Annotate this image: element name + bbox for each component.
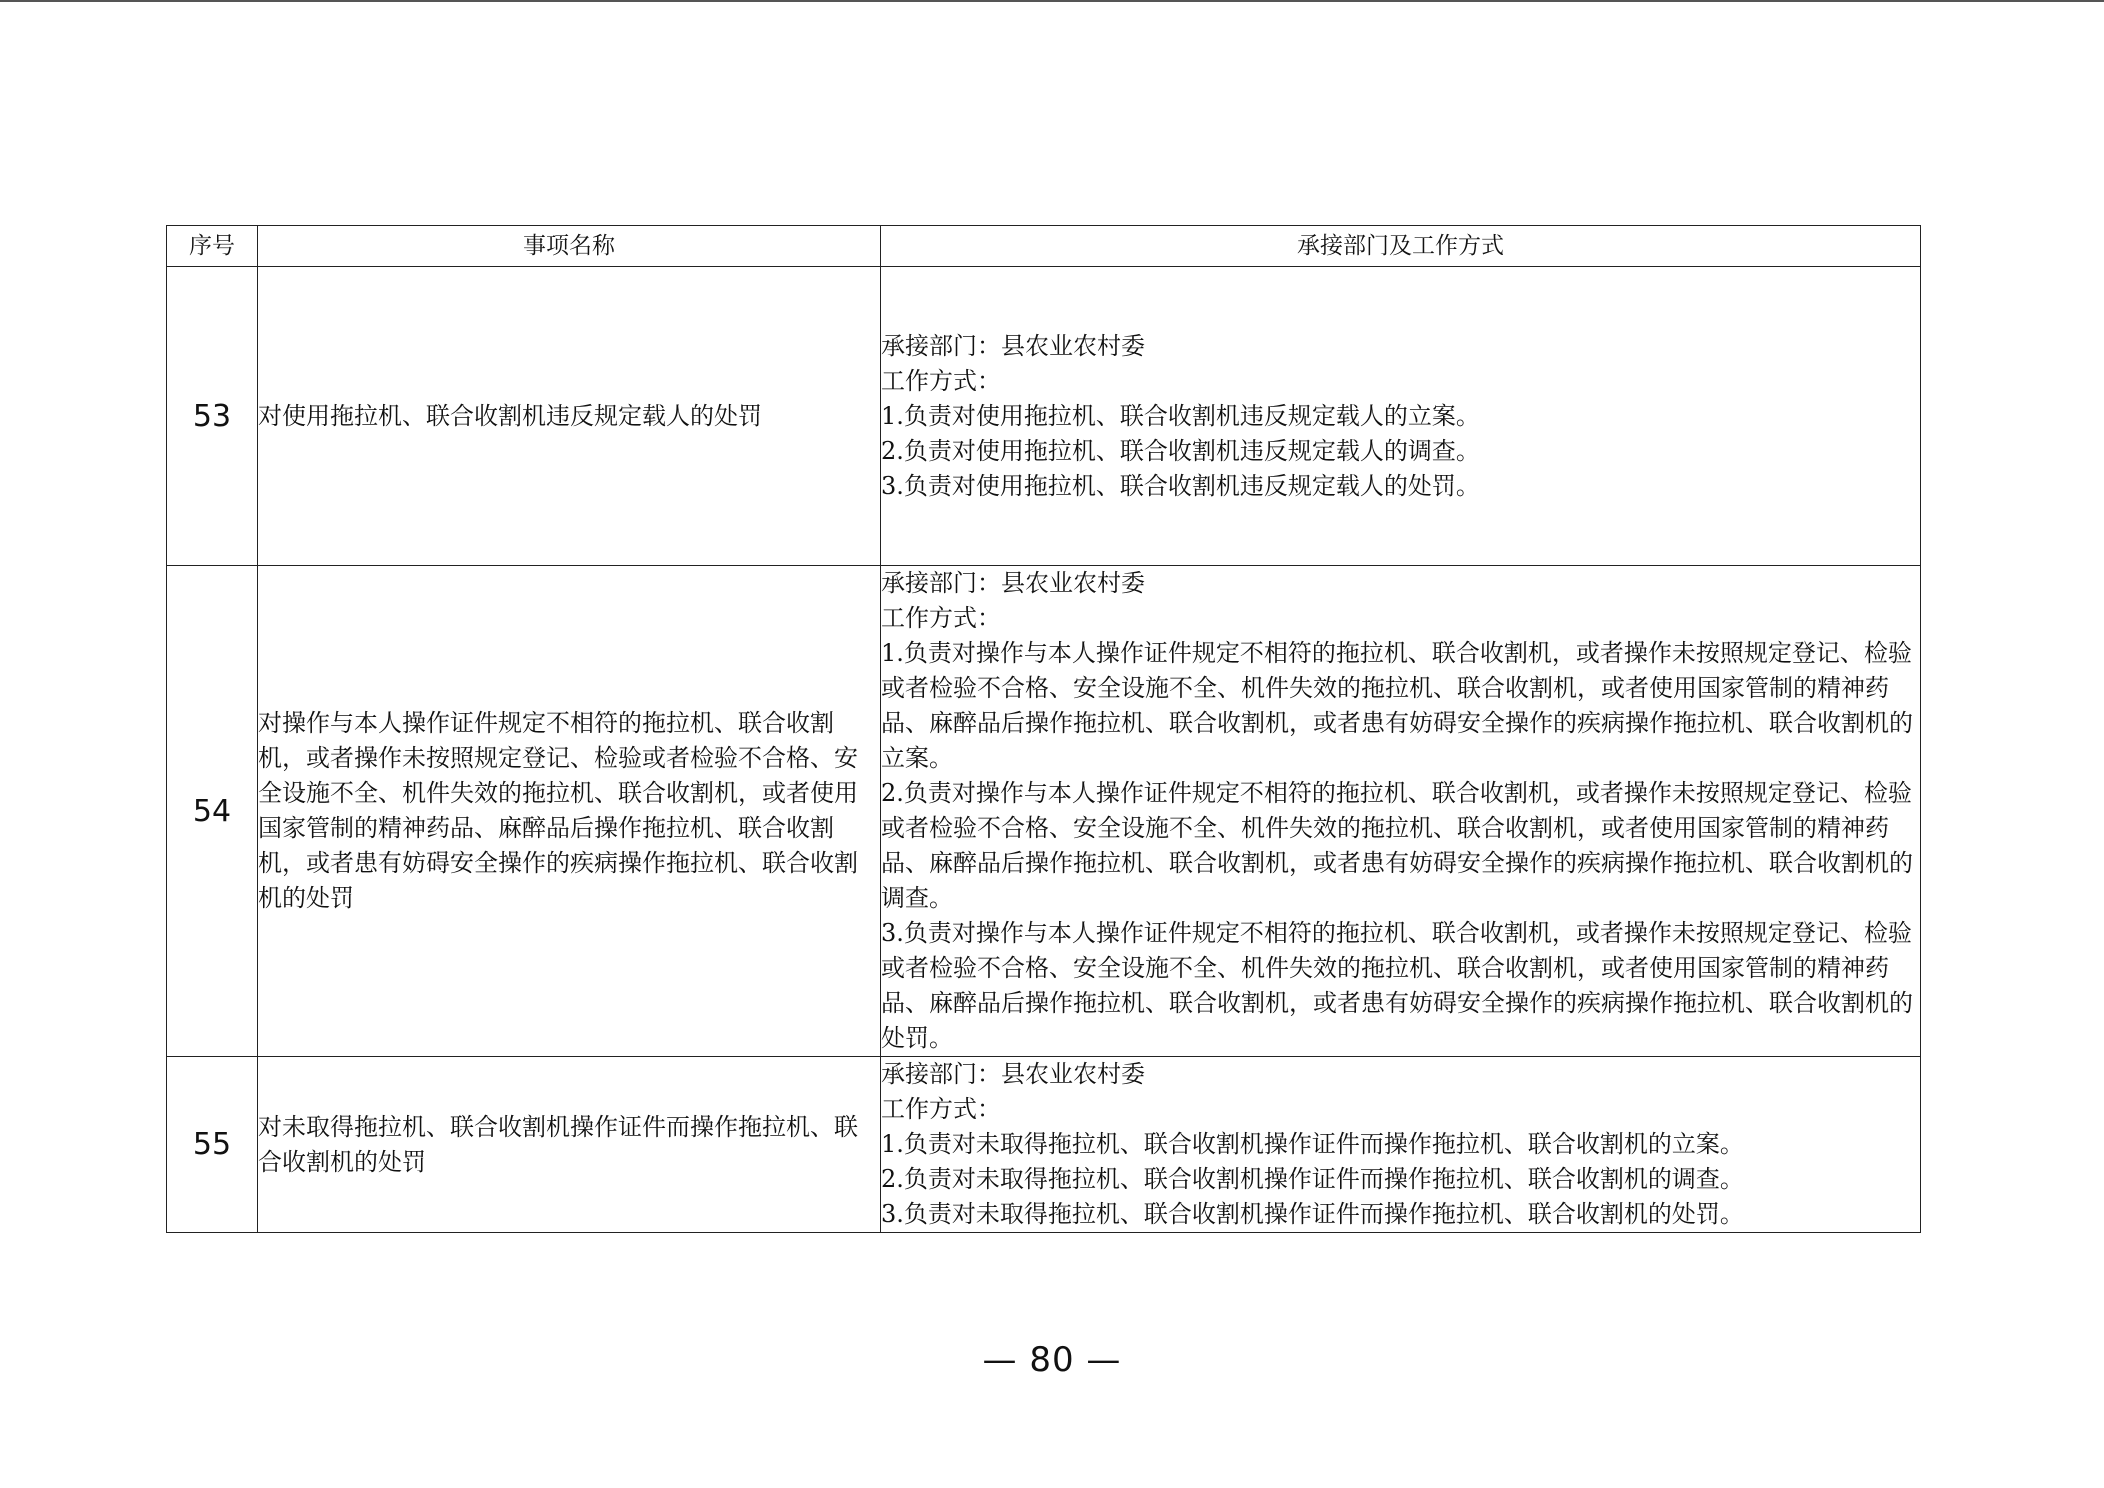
header-department-and-method: 承接部门及工作方式 [881, 226, 1921, 267]
department-label: 承接部门：县农业农村委 [881, 1060, 1145, 1088]
table-row [167, 566, 1921, 1057]
row-department-cell [881, 267, 1921, 566]
method-step: 2.负责对使用拖拉机、联合收割机违反规定载人的调查。 [881, 436, 1480, 465]
table-row [167, 1057, 1921, 1233]
department-label: 承接部门：县农业农村委 [881, 569, 1145, 597]
top-border-line [0, 0, 2104, 2]
header-item-name: 事项名称 [258, 226, 881, 267]
row-department-cell [881, 566, 1921, 1057]
method-step: 1.负责对使用拖拉机、联合收割机违反规定载人的立案。 [881, 401, 1480, 430]
method-step: 2.负责对操作与本人操作证件规定不相符的拖拉机、联合收割机，或者操作未按照规定登记、检验或者检验不合格、安全设施不全、机件失效的拖拉机、联合收割机，或者使用国家管制的精神药品、麻醉品后操作拖拉机、联合收割机，或者患有妨碍安全操作的疾病操作拖拉机、联合收割机的调查。 [881, 779, 1913, 912]
method-step: 1.负责对操作与本人操作证件规定不相符的拖拉机、联合收割机，或者操作未按照规定登记、检验或者检验不合格、安全设施不全、机件失效的拖拉机、联合收割机，或者使用国家管制的精神药品、麻醉品后操作拖拉机、联合收割机，或者患有妨碍安全操作的疾病操作拖拉机、联合收割机的立案。 [881, 639, 1913, 772]
row-item-name: 对未取得拖拉机、联合收割机操作证件而操作拖拉机、联合收割机的处罚 [258, 1057, 881, 1233]
method-step: 1.负责对未取得拖拉机、联合收割机操作证件而操作拖拉机、联合收割机的立案。 [881, 1130, 1744, 1158]
row-department-cell [881, 1057, 1921, 1233]
method-step: 3.负责对未取得拖拉机、联合收割机操作证件而操作拖拉机、联合收割机的处罚。 [881, 1200, 1744, 1228]
row-item-name: 对操作与本人操作证件规定不相符的拖拉机、联合收割机，或者操作未按照规定登记、检验或者检验不合格、安全设施不全、机件失效的拖拉机、联合收割机，或者使用国家管制的精神药品、麻醉品后操作拖拉机、联合收割机，或者患有妨碍安全操作的疾病操作拖拉机、联合收割机的处罚 [258, 566, 881, 1057]
method-label: 工作方式： [881, 366, 1001, 395]
method-label: 工作方式： [881, 1095, 1001, 1123]
table-row [167, 267, 1921, 566]
method-step: 3.负责对使用拖拉机、联合收割机违反规定载人的处罚。 [881, 471, 1480, 500]
row-serial-number: 53 [167, 267, 258, 566]
department-label: 承接部门：县农业农村委 [881, 331, 1145, 360]
method-step: 2.负责对未取得拖拉机、联合收割机操作证件而操作拖拉机、联合收割机的调查。 [881, 1165, 1744, 1193]
method-label: 工作方式： [881, 604, 1001, 632]
header-serial-number: 序号 [167, 226, 258, 267]
row-serial-number: 54 [167, 566, 258, 1057]
task-table [166, 225, 1921, 1233]
row-serial-number: 55 [167, 1057, 258, 1233]
page-number: — 80 — [982, 1340, 1122, 1380]
row-item-name: 对使用拖拉机、联合收割机违反规定载人的处罚 [258, 267, 881, 566]
table-header-row [167, 226, 1921, 267]
method-step: 3.负责对操作与本人操作证件规定不相符的拖拉机、联合收割机，或者操作未按照规定登记、检验或者检验不合格、安全设施不全、机件失效的拖拉机、联合收割机，或者使用国家管制的精神药品、麻醉品后操作拖拉机、联合收割机，或者患有妨碍安全操作的疾病操作拖拉机、联合收割机的处罚。 [881, 919, 1913, 1052]
